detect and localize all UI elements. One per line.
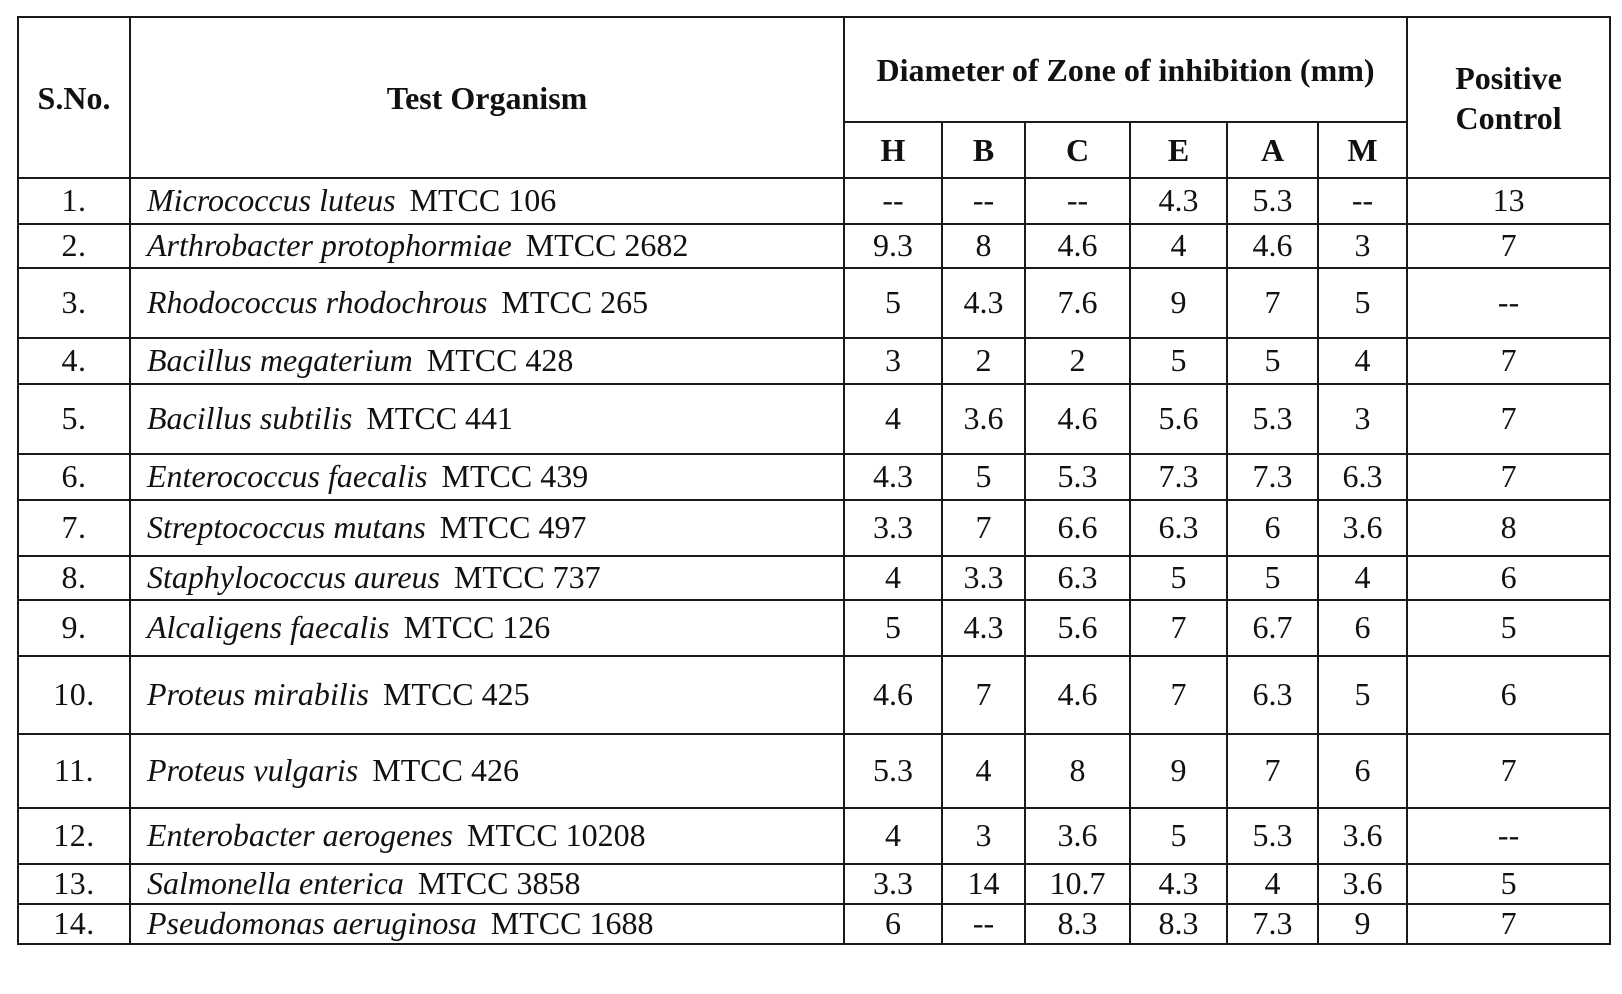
row-test-organism (130, 734, 844, 808)
row-sno: 3. (18, 268, 130, 338)
row-sno: 9. (18, 600, 130, 656)
organism-strain: MTCC 441 (366, 400, 514, 437)
table-row (18, 556, 1610, 600)
positive-control-value: -- (1407, 808, 1610, 864)
organism-species: Rhodococcus rhodochrous (147, 284, 488, 321)
organism-species: Micrococcus luteus (147, 182, 396, 219)
zone-value-b: 4.3 (942, 268, 1025, 338)
organism-species: Salmonella enterica (147, 865, 404, 902)
zone-value-a: 7 (1227, 268, 1318, 338)
header-extract-b: B (942, 122, 1025, 178)
zone-value-h: 4 (844, 384, 942, 454)
organism-species: Arthrobacter protophormiae (147, 227, 512, 264)
positive-control-value: 7 (1407, 734, 1610, 808)
zone-value-b: 8 (942, 224, 1025, 268)
positive-control-value: 7 (1407, 338, 1610, 384)
row-sno: 7. (18, 500, 130, 556)
row-sno: 2. (18, 224, 130, 268)
zone-of-inhibition-table (17, 16, 1611, 945)
zone-value-b: 5 (942, 454, 1025, 500)
row-test-organism (130, 904, 844, 944)
header-zone-of-inhibition: Diameter of Zone of inhibition (mm) (844, 17, 1407, 122)
table-row (18, 338, 1610, 384)
zone-value-a: 6 (1227, 500, 1318, 556)
zone-value-m: 5 (1318, 268, 1407, 338)
zone-value-h: 6 (844, 904, 942, 944)
zone-value-h: 4.6 (844, 656, 942, 734)
row-sno: 12. (18, 808, 130, 864)
header-extract-a: A (1227, 122, 1318, 178)
zone-value-a: 7.3 (1227, 904, 1318, 944)
table-row (18, 384, 1610, 454)
row-sno: 6. (18, 454, 130, 500)
row-test-organism (130, 864, 844, 904)
table-row (18, 500, 1610, 556)
zone-value-c: 4.6 (1025, 224, 1130, 268)
zone-value-e: 8.3 (1130, 904, 1227, 944)
zone-value-h: 4 (844, 808, 942, 864)
zone-value-a: 4 (1227, 864, 1318, 904)
organism-strain: MTCC 737 (453, 559, 601, 596)
zone-value-a: 5.3 (1227, 384, 1318, 454)
row-test-organism (130, 556, 844, 600)
row-test-organism (130, 268, 844, 338)
organism-strain: MTCC 10208 (466, 817, 646, 854)
zone-value-h: 4 (844, 556, 942, 600)
organism-strain: MTCC 1688 (490, 905, 654, 942)
organism-species: Alcaligens faecalis (147, 609, 390, 646)
zone-value-c: 5.6 (1025, 600, 1130, 656)
table-row (18, 178, 1610, 224)
zone-value-m: 6.3 (1318, 454, 1407, 500)
table-row (18, 734, 1610, 808)
row-sno: 5. (18, 384, 130, 454)
zone-value-m: 5 (1318, 656, 1407, 734)
zone-value-e: 9 (1130, 734, 1227, 808)
zone-value-a: 6.3 (1227, 656, 1318, 734)
table-row (18, 224, 1610, 268)
row-test-organism (130, 454, 844, 500)
organism-strain: MTCC 426 (372, 752, 519, 789)
zone-value-c: 3.6 (1025, 808, 1130, 864)
zone-value-a: 5.3 (1227, 178, 1318, 224)
zone-value-b: -- (942, 178, 1025, 224)
header-extract-c: C (1025, 122, 1130, 178)
row-sno: 1. (18, 178, 130, 224)
zone-value-c: 7.6 (1025, 268, 1130, 338)
positive-control-value: 5 (1407, 600, 1610, 656)
header-extract-e: E (1130, 122, 1227, 178)
zone-value-c: 10.7 (1025, 864, 1130, 904)
row-test-organism (130, 338, 844, 384)
zone-value-a: 5 (1227, 338, 1318, 384)
positive-control-value: 6 (1407, 656, 1610, 734)
positive-control-value: -- (1407, 268, 1610, 338)
zone-value-m: 6 (1318, 600, 1407, 656)
organism-strain: MTCC 428 (426, 342, 574, 379)
table-header (18, 17, 1610, 178)
zone-value-b: 3 (942, 808, 1025, 864)
header-sno: S.No. (18, 17, 130, 178)
organism-species: Pseudomonas aeruginosa (147, 905, 477, 942)
zone-value-b: 4 (942, 734, 1025, 808)
zone-value-m: 4 (1318, 338, 1407, 384)
table-body (18, 178, 1610, 944)
organism-species: Staphylococcus aureus (147, 559, 440, 596)
zone-value-h: -- (844, 178, 942, 224)
positive-control-value: 5 (1407, 864, 1610, 904)
table-row (18, 808, 1610, 864)
zone-value-b: 2 (942, 338, 1025, 384)
row-sno: 4. (18, 338, 130, 384)
table-row (18, 268, 1610, 338)
zone-value-e: 4.3 (1130, 178, 1227, 224)
organism-strain: MTCC 106 (409, 182, 557, 219)
row-sno: 8. (18, 556, 130, 600)
table-row (18, 454, 1610, 500)
zone-value-m: -- (1318, 178, 1407, 224)
table-row (18, 656, 1610, 734)
table-row (18, 600, 1610, 656)
zone-value-m: 9 (1318, 904, 1407, 944)
positive-control-value: 7 (1407, 224, 1610, 268)
row-sno: 11. (18, 734, 130, 808)
zone-value-a: 5 (1227, 556, 1318, 600)
positive-control-value: 6 (1407, 556, 1610, 600)
row-test-organism (130, 500, 844, 556)
row-sno: 13. (18, 864, 130, 904)
zone-value-c: 2 (1025, 338, 1130, 384)
zone-value-e: 9 (1130, 268, 1227, 338)
header-row-top (18, 17, 1610, 122)
zone-value-h: 5.3 (844, 734, 942, 808)
zone-value-c: 6.6 (1025, 500, 1130, 556)
zone-value-a: 5.3 (1227, 808, 1318, 864)
zone-value-h: 3 (844, 338, 942, 384)
zone-value-b: 7 (942, 500, 1025, 556)
header-extract-m: M (1318, 122, 1407, 178)
organism-species: Enterobacter aerogenes (147, 817, 453, 854)
row-sno: 14. (18, 904, 130, 944)
zone-value-c: 4.6 (1025, 656, 1130, 734)
organism-strain: MTCC 425 (382, 676, 530, 713)
zone-value-h: 3.3 (844, 500, 942, 556)
zone-value-m: 3 (1318, 224, 1407, 268)
zone-value-e: 6.3 (1130, 500, 1227, 556)
zone-value-h: 5 (844, 268, 942, 338)
zone-value-m: 4 (1318, 556, 1407, 600)
header-test-organism: Test Organism (130, 17, 844, 178)
zone-value-e: 4.3 (1130, 864, 1227, 904)
row-test-organism (130, 600, 844, 656)
positive-control-value: 8 (1407, 500, 1610, 556)
zone-value-a: 7.3 (1227, 454, 1318, 500)
positive-control-value: 7 (1407, 904, 1610, 944)
row-test-organism (130, 384, 844, 454)
table-row (18, 904, 1610, 944)
zone-value-a: 6.7 (1227, 600, 1318, 656)
organism-strain: MTCC 439 (441, 458, 589, 495)
zone-value-e: 5 (1130, 556, 1227, 600)
zone-value-b: 3.3 (942, 556, 1025, 600)
organism-strain: MTCC 497 (439, 509, 587, 546)
zone-value-h: 4.3 (844, 454, 942, 500)
zone-value-e: 5.6 (1130, 384, 1227, 454)
zone-value-b: 3.6 (942, 384, 1025, 454)
row-test-organism (130, 178, 844, 224)
zone-value-c: 4.6 (1025, 384, 1130, 454)
zone-value-c: 5.3 (1025, 454, 1130, 500)
row-test-organism (130, 808, 844, 864)
organism-species: Proteus mirabilis (147, 676, 369, 713)
zone-value-c: 8.3 (1025, 904, 1130, 944)
table-row (18, 864, 1610, 904)
organism-species: Enterococcus faecalis (147, 458, 428, 495)
positive-control-value: 7 (1407, 384, 1610, 454)
organism-species: Streptococcus mutans (147, 509, 426, 546)
positive-control-value: 13 (1407, 178, 1610, 224)
row-test-organism (130, 224, 844, 268)
zone-value-m: 3.6 (1318, 808, 1407, 864)
zone-value-e: 5 (1130, 808, 1227, 864)
zone-value-c: 6.3 (1025, 556, 1130, 600)
zone-value-m: 3.6 (1318, 500, 1407, 556)
organism-strain: MTCC 126 (403, 609, 551, 646)
zone-value-m: 6 (1318, 734, 1407, 808)
zone-value-h: 5 (844, 600, 942, 656)
zone-value-h: 3.3 (844, 864, 942, 904)
organism-species: Bacillus megaterium (147, 342, 413, 379)
zone-value-m: 3.6 (1318, 864, 1407, 904)
header-extract-h: H (844, 122, 942, 178)
zone-value-h: 9.3 (844, 224, 942, 268)
zone-value-a: 7 (1227, 734, 1318, 808)
organism-species: Proteus vulgaris (147, 752, 359, 789)
row-sno: 10. (18, 656, 130, 734)
organism-strain: MTCC 3858 (417, 865, 581, 902)
zone-value-b: 7 (942, 656, 1025, 734)
header-positive-control: Positive Control (1407, 17, 1610, 178)
zone-value-e: 7 (1130, 600, 1227, 656)
zone-value-e: 7.3 (1130, 454, 1227, 500)
row-test-organism (130, 656, 844, 734)
zone-value-m: 3 (1318, 384, 1407, 454)
zone-value-b: -- (942, 904, 1025, 944)
zone-value-c: -- (1025, 178, 1130, 224)
positive-control-value: 7 (1407, 454, 1610, 500)
zone-value-a: 4.6 (1227, 224, 1318, 268)
zone-value-e: 5 (1130, 338, 1227, 384)
zone-value-e: 7 (1130, 656, 1227, 734)
zone-value-e: 4 (1130, 224, 1227, 268)
organism-strain: MTCC 2682 (525, 227, 689, 264)
zone-value-b: 14 (942, 864, 1025, 904)
zone-value-c: 8 (1025, 734, 1130, 808)
organism-species: Bacillus subtilis (147, 400, 353, 437)
organism-strain: MTCC 265 (501, 284, 649, 321)
zone-value-b: 4.3 (942, 600, 1025, 656)
